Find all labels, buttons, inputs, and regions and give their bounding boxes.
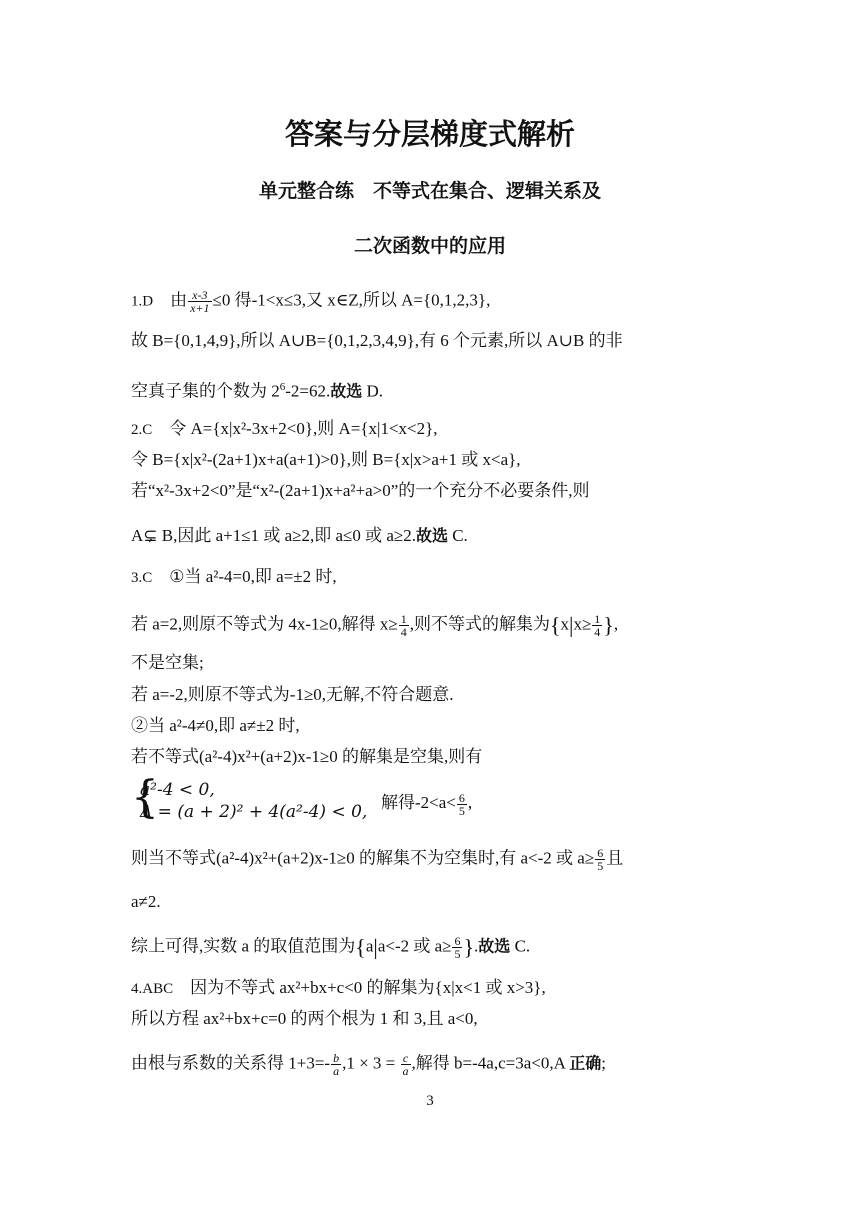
document-page: 答案与分层梯度式解析 单元整合练 不等式在集合、逻辑关系及 二次函数中的应用 1.D 由 $\frac{x-3}{x+1}$ ≤0 得-1<x≤3,又 x∈Z,所以 A={0,1,2,3}, 故 B={0,1,4,9},所以 A∪B={0,1,2,3,4,9},有 6 个元素,所以 A∪B 的非 空真子集的个数为 $2^6-2=62$.故选 D. 2.C 令 A={x|x²-3x+2<0},则 A={x|1<x<2}, 令 B={x|x²-(2a+1)x+a(a+1)>0},则 B={x|x>a+1 或 x<a}, 若“x²-3x+2<0”是“x²-(2a+1)x+a²+a>0”的一个充分不必要条件,则 A⊊ B,因此 a+1≤1 或 a≥2,即 a≤0 或 a≥2.故选 C. 3.C ①当 a²-4=0,即 a=±2 时, 若 a=2,则原不等式为 4x-1≥0,解得 x≥ $\frac{1}{4}$ ,则不等式的解集为{x|x≥ $\frac{1}{4}$ }, 不是空集; 若 a=-2,则原不等式为-1≥0,无解,不符合题意. ②当 a²-4≠0,即 a≠±2 时, 若不等式(a²-4)x²+(a+2)x-1≥0 的解集是空集,则有 { a²-4 < 0, Δ = (a + 2)² + 4(a²-4) < 0, 解得-2<a< $\frac{6}{5}$ , 则当不等式(a²-4)x²+(a+2)x-1≥0 的解集不为空集时,有 a<-2 或 a≥ $\frac{6}{5}$ 且 a≠2. 综上可得,实数 a 的取值范围为{a|a<-2 或 a≥ $\frac{6}{5}$ }.故选 C. 4.ABC 因为不等式 ax²+bx+c<0 的解集为{x|x<1 或 x>3}, 所以方程 ax²+bx+c=0 的两个根为 1 和 3,且 a<0, 由根与系数的关系得 1+3=- $\frac{b}{a}$ ,1 × 3 = $\frac{c}{a}$ ,解得 b=-4a,c=3a<0,A 正确; 3 bbox=[0, 0, 860, 1216]
system-solution: 解得-2<a< $\frac{6}{5}$ , bbox=[381, 790, 473, 818]
section-title-continued: 二次函数中的应用 bbox=[353, 235, 506, 257]
q1-line-2: 故 B={0,1,4,9},所以 A∪B={0,1,2,3,4,9},有 6 个元素,所以 A∪B 的非 bbox=[131, 331, 623, 350]
page-number: 3 bbox=[426, 1093, 434, 1109]
q2-line-2: 令 B={x|x²-(2a+1)x+a(a+1)>0},则 B={x|x>a+1 或 x<a}, bbox=[131, 450, 521, 469]
q3-number: 3.C bbox=[131, 570, 153, 586]
q3-line-5: ②当 a²-4≠0,即 a≠±2 时, bbox=[131, 716, 300, 735]
q1-line-1: 1.D 由 $\frac{x-3}{x+1}$ ≤0 得-1<x≤3,又 x∈Z,所以 A={0,1,2,3}, bbox=[131, 288, 491, 315]
q4-number: 4.ABC bbox=[131, 981, 174, 997]
q2-line-1: 2.C 令 A={x|x²-3x+2<0},则 A={x|1<x<2}, bbox=[131, 419, 438, 438]
q3-line-4: 若 a=-2,则原不等式为-1≥0,无解,不符合题意. bbox=[131, 685, 454, 704]
q4-line-3: 由根与系数的关系得 1+3=- $\frac{b}{a}$ ,1 × 3 = $\frac{c}{a}$ ,解得 b=-4a,c=3a<0,A 正确; bbox=[131, 1051, 606, 1078]
q3-line-8: 则当不等式(a²-4)x²+(a+2)x-1≥0 的解集不为空集时,有 a<-2 或 a≥ $\frac{6}{5}$ 且 bbox=[131, 846, 624, 873]
page-title: 答案与分层梯度式解析 bbox=[284, 117, 575, 151]
q2-line-4: A⊊ B,因此 a+1≤1 或 a≥2,即 a≤0 或 a≥2.故选 C. bbox=[131, 526, 468, 545]
q3-fraction-quarter: $\frac{1}{4}$ bbox=[400, 612, 407, 639]
q4-line-2: 所以方程 ax²+bx+c=0 的两个根为 1 和 3,且 a<0, bbox=[131, 1009, 478, 1028]
q4-line-1: 4.ABC 因为不等式 ax²+bx+c<0 的解集为{x|x<1 或 x>3}, bbox=[131, 978, 546, 997]
q3-line-1: 3.C ①当 a²-4=0,即 a=±2 时, bbox=[131, 567, 337, 586]
q1-line-3: 空真子集的个数为 $2^6-2=62$.故选 D. bbox=[131, 381, 384, 401]
q3-line-2: 若 a=2,则原不等式为 4x-1≥0,解得 x≥ $\frac{1}{4}$ ,则不等式的解集为{x|x≥ $\frac{1}{4}$ }, bbox=[131, 612, 619, 639]
section-title: 单元整合练 不等式在集合、逻辑关系及 bbox=[258, 180, 601, 202]
q3-line-3: 不是空集; bbox=[131, 653, 204, 672]
q3-line-9: a≠2. bbox=[131, 892, 161, 911]
q3-line-6: 若不等式(a²-4)x²+(a+2)x-1≥0 的解集是空集,则有 bbox=[131, 747, 483, 766]
q2-line-3: 若“x²-3x+2<0”是“x²-(2a+1)x+a²+a>0”的一个充分不必要条件,则 bbox=[131, 481, 590, 500]
system-line-2: Δ = (a + 2)² + 4(a²-4) < 0, bbox=[140, 802, 368, 822]
q2-number: 2.C bbox=[131, 422, 153, 438]
system-line-1: a²-4 < 0, bbox=[140, 780, 215, 800]
q3-line-10: 综上可得,实数 a 的取值范围为{a|a<-2 或 a≥ $\frac{6}{5}$ }.故选 C. bbox=[131, 934, 531, 961]
q1-fraction: $\frac{x-3}{x+1}$ bbox=[190, 288, 210, 315]
q3-fraction-quarter-set: $\frac{1}{4}$ bbox=[594, 612, 601, 639]
q1-number: 1.D bbox=[131, 293, 154, 310]
